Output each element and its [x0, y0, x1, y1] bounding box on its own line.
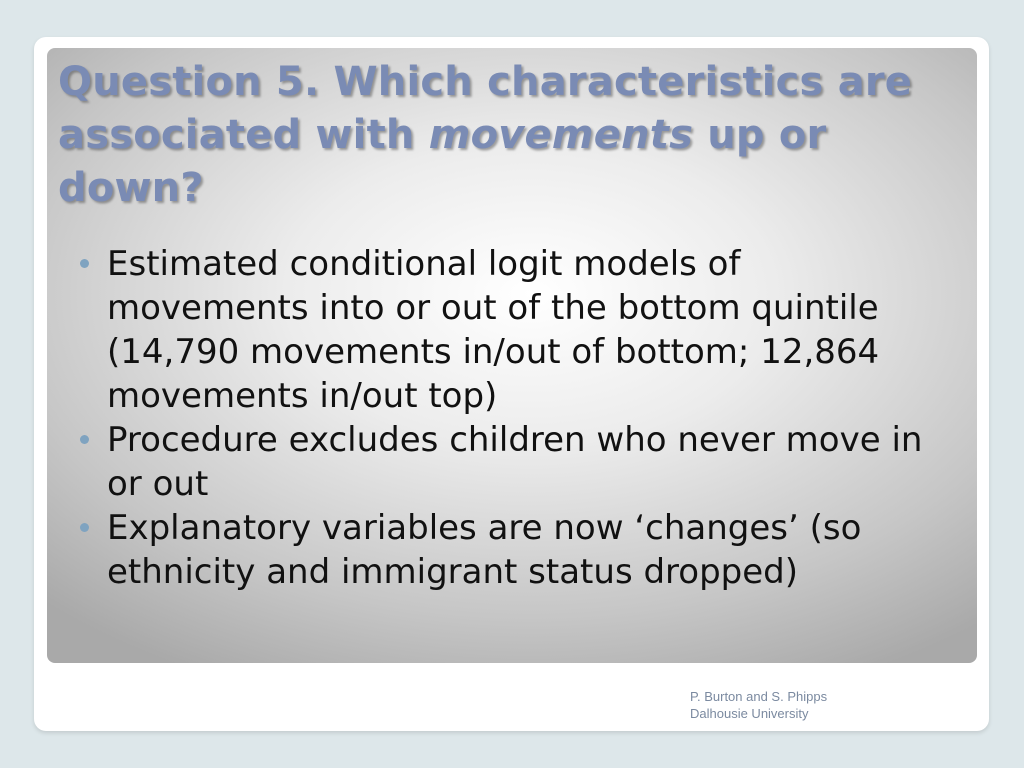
bullet-text: Estimated conditional logit models of movements into or out of the bottom quintile (14,790 movements in/out of bottom; 12,864 movements in/out top)	[107, 244, 880, 416]
slide-title	[58, 56, 958, 215]
bullet-list	[78, 242, 938, 594]
footer-credit	[690, 688, 827, 722]
bullet-icon	[80, 523, 89, 532]
bullet-icon	[80, 435, 89, 444]
title-text: Question 5. Which characteristics are associated with	[58, 59, 913, 158]
footer-institution: Dalhousie University	[690, 706, 809, 721]
bullet-item	[78, 506, 938, 594]
footer-authors: P. Burton and S. Phipps	[690, 689, 828, 704]
title-text-end: up or down?	[58, 112, 827, 211]
bullet-text: Procedure excludes children who never move in or out	[107, 420, 923, 504]
bullet-item	[78, 242, 938, 418]
bullet-text: Explanatory variables are now ‘changes’ (so ethnicity and immigrant status dropped)	[107, 508, 862, 592]
bullet-item	[78, 418, 938, 506]
bullet-icon	[80, 259, 89, 268]
title-emphasis: movements	[428, 112, 694, 158]
